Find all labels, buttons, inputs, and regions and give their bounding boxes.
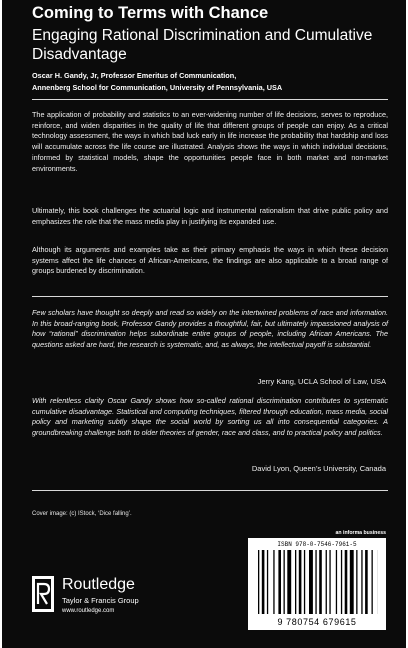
routledge-logo-icon [32, 576, 54, 612]
back-cover [2, 0, 406, 648]
publisher-group: Taylor & Francis Group [62, 596, 139, 605]
book-subtitle: Engaging Rational Discrimination and Cumulative Disadvantage [32, 27, 373, 63]
endorsement-attribution: Jerry Kang, UCLA School of Law, USA [257, 377, 386, 386]
description-paragraph: Although its arguments and examples take as their primary emphasis the ways in which these decision systems affect the life chances of African-Americans, the findings are also applicable to a broad range of groups burdened by discrimination. [32, 245, 388, 276]
endorsement-quote: Few scholars have thought so deeply and read so widely on the intertwined problems of race and information. In this broad-ranging book, Professor Gandy provides a thoughtful, fair, but ultimately impassioned analysis of how “rational” discrimination helps subordinate entire groups of people, including African Americans. The questions asked are hard, the research is systematic, and, as always, the intellectual payoff is substantial. [32, 308, 388, 350]
middle-divider [32, 296, 388, 297]
endorsement-quote: With relentless clarity Oscar Gandy shows how so-called rational discrimination contributes to systematic cumulative disadvantage. Statistical and computing techniques, filtered through education, mass media, social policy and marketing subtly shape the social world by sorting us all into consequential categories. A groundbreaking challenge both to older theories of gender, race and class, and to practical policy and politics. [32, 396, 388, 438]
author-name: Oscar H. Gandy, Jr, Professor Emeritus of Communication, [32, 71, 237, 80]
publisher-url[interactable]: www.routledge.com [62, 608, 115, 614]
author-block [32, 70, 404, 93]
isbn-barcode-icon [258, 550, 378, 614]
author-affiliation: Annenberg School for Communication, University of Pennsylvania, USA [32, 82, 283, 92]
top-divider [32, 99, 388, 100]
description-paragraph: Ultimately, this book challenges the actuarial logic and instrumental rationalism that drive public policy and emphasizes the role that the mass media play in justifying its expanded use. [32, 206, 388, 226]
book-title: Coming to Terms with Chance [32, 4, 269, 22]
description-paragraph: The application of probability and statistics to an ever-widening number of life decisions, serves to reproduce, reinforce, and widen disparities in the quality of life that different groups of people can enjoy. As a critical technology assessment, the ways in which bad luck early in life increase the probability that hardship and loss will accumulate across the life course are illustrated. Analysis shows the ways in which individual decisions, informed by statistical models, shape the opportunities people face in both market and non-market environments. [32, 110, 388, 173]
barcode-digits: 9 780754 679615 [277, 617, 357, 627]
cover-image-credit: Cover image: (c) IStock, ‘Dice falling’. [32, 511, 132, 517]
endorsement-attribution: David Lyon, Queen’s University, Canada [251, 464, 386, 473]
isbn-barcode [248, 538, 386, 630]
informa-business-label: an informa business [335, 530, 386, 536]
bottom-divider [32, 490, 388, 491]
publisher-name: Routledge [62, 576, 135, 593]
isbn-number: ISBN 978-0-7546-7961-5 [277, 541, 357, 548]
